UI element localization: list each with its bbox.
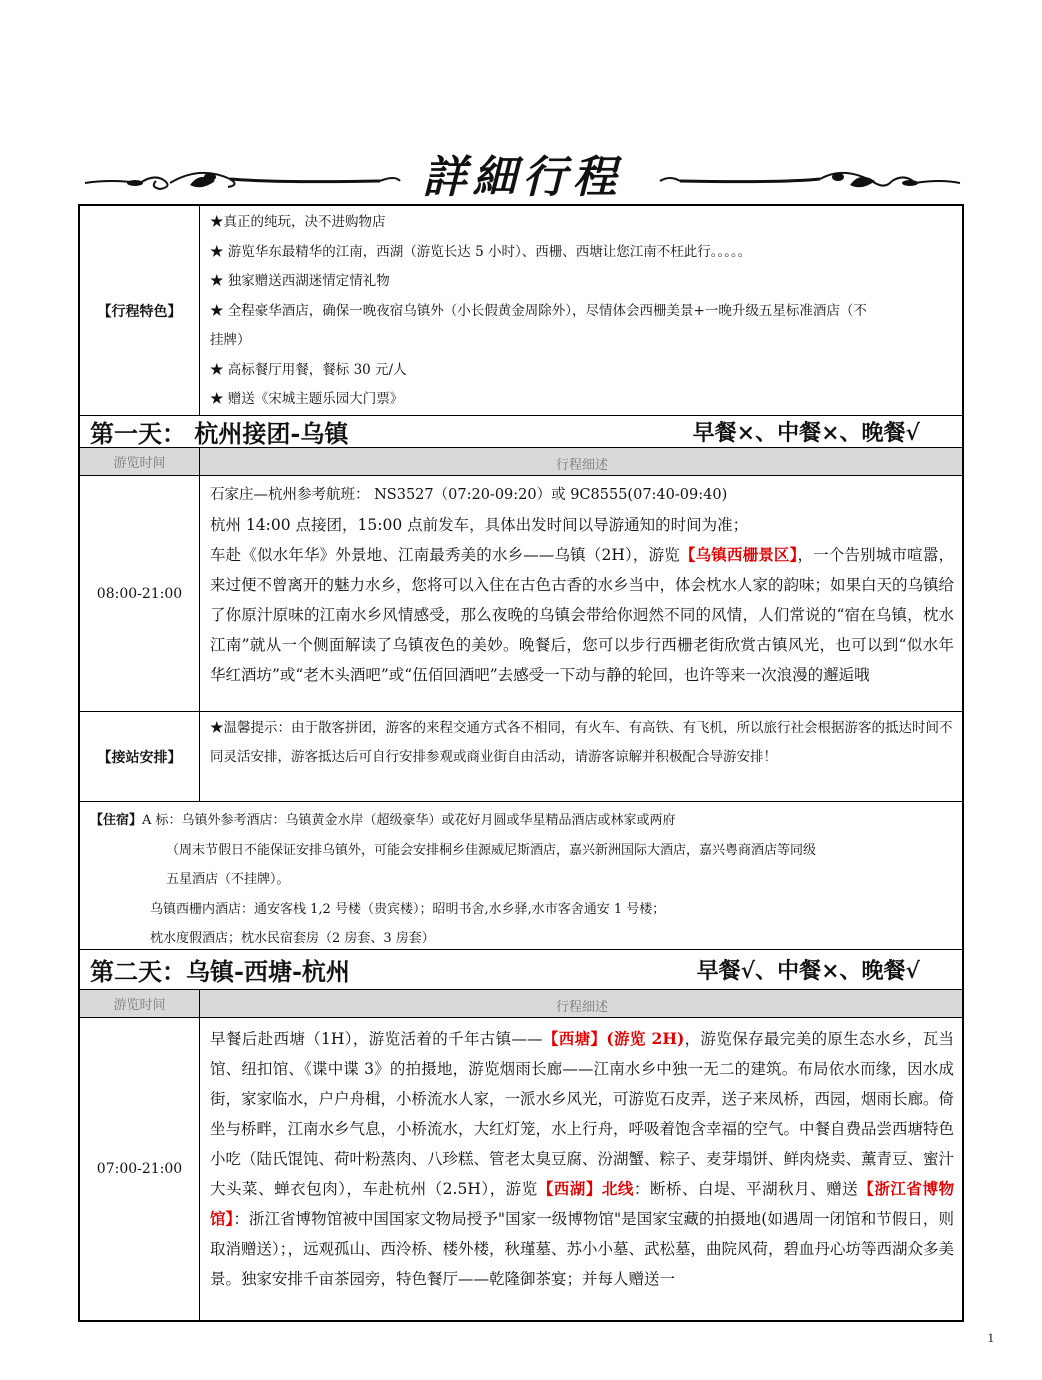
day1-highlight: 【乌镇西栅景区】 xyxy=(679,545,798,564)
column-detail-label: 行程细述 xyxy=(555,458,608,473)
day1-body xyxy=(80,476,962,712)
day2-header xyxy=(80,950,962,990)
column-detail-label: 行程细述 xyxy=(555,1000,608,1015)
page-title: 詳細行程 xyxy=(422,152,623,203)
arrival-text: ★温馨提示：由于散客拼团，游客的来程交通方式各不相同，有火车、有高铁、有飞机，所以旅行社会根据游客的抵达时间不同灵活安排，游客抵达后可自行安排参观或商业街自由活动，请游客谅解并积极配合导游安排！ xyxy=(210,720,953,765)
itinerary-table xyxy=(78,204,964,1322)
day2-title: 第二天：乌镇-西塘-杭州 xyxy=(90,957,350,986)
day2-time: 07:00-21:00 xyxy=(80,1018,200,1320)
day1-desc-part: 车赴《似水年华》外景地、江南最秀美的水乡——乌镇（2H），游览 xyxy=(210,546,680,564)
lodging-line xyxy=(90,806,952,836)
column-time-label: 游览时间 xyxy=(80,990,200,1017)
lodging-label: 【住宿】 xyxy=(90,813,143,828)
day2-detail xyxy=(200,1018,962,1320)
day2-desc-part: 早餐后赴西塘（1H），游览活着的千年古镇—— xyxy=(210,1030,543,1048)
day2-column-header xyxy=(80,990,962,1018)
day1-flight-line: 石家庄—杭州参考航班： NS3527（07:20-09:20）或 9C8555(07:40-09:40) xyxy=(210,487,728,503)
day2-highlight-museum: 【浙江省博物馆】 xyxy=(210,1179,954,1228)
day2-highlight-westlake: 【西湖】北线 xyxy=(537,1179,634,1198)
feature-item: ★ 全程豪华酒店，确保一晚夜宿乌镇外（小长假黄金周除外），尽情体会西栅美景+一晚升级五星标准酒店（不 xyxy=(210,302,867,319)
day2-meals: 早餐√、中餐×、晚餐√ xyxy=(696,958,920,984)
feature-item: ★ 赠送《宋城主题乐园大门票》 xyxy=(210,391,404,407)
feature-item: ★ 游览华东最精华的江南，西湖（游览长达 5 小时）、西栅、西塘让您江南不枉此行。。。。。 xyxy=(210,243,752,260)
feature-item: ★真正的纯玩，决不进购物店 xyxy=(210,214,386,230)
feature-item: ★ 独家赠送西湖迷情定情礼物 xyxy=(210,273,390,289)
day1-header xyxy=(80,416,962,448)
day1-detail xyxy=(200,476,962,711)
day2-desc-part: ：断桥、白堤、平湖秋月、赠送 xyxy=(633,1180,859,1198)
arrival-row xyxy=(80,712,962,802)
feature-item: ★ 高标餐厅用餐，餐标 30 元/人 xyxy=(210,361,407,378)
day1-desc-part: ，一个告别城市喧嚣，来过便不曾离开的魅力水乡，您将可以入住在古色古香的水乡当中，体会枕水人家的韵味；如果白天的乌镇给了你原汁原味的江南水乡风情感受，那么夜晚的乌镇会带给你迥然不同的风情，人们常说的“宿在乌镇，枕水江南”就从一个侧面解读了乌镇夜色的美妙。晚餐后，您可以步行西栅老街欣赏古镇风光，也可以到“似水年华红酒坊”或“老木头酒吧”或“伍佰回酒吧”去感受一下动与静的轮回，也许等来一次浪漫的邂逅哦 xyxy=(210,546,955,684)
day2-body xyxy=(80,1018,962,1320)
page-number: 1 xyxy=(987,1330,994,1345)
features-list xyxy=(200,206,962,415)
features-row xyxy=(80,206,962,416)
lodging-text: A 标：乌镇外参考酒店：乌镇黄金水岸（超级豪华）或花好月圆或华星精品酒店或林家或两府 xyxy=(142,813,676,828)
features-label: 【行程特色】 xyxy=(80,206,200,415)
lodging-line: 五星酒店（不挂牌）。 xyxy=(166,872,290,887)
feature-item: 挂牌） xyxy=(210,332,251,348)
day1-description xyxy=(210,540,954,690)
day1-pickup-line: 杭州 14:00 点接团，15:00 点前发车，具体出发时间以导游通知的时间为准； xyxy=(210,516,749,534)
day2-highlight-xitang: 【西塘】(游览 2H) xyxy=(542,1029,685,1048)
day2-desc-part: ：浙江省博物馆被中国国家文物局授予"国家一级博物馆"是国家宝藏的拍摄地(如遇周一闭馆和节假日，则取消赠送）；，远观孤山、西泠桥、楼外楼，秋瑾墓、苏小小墓、武松墓，曲院风荷，碧血丹心坊等西湖众多美景。独家安排千亩茶园旁，特色餐厅——乾隆御茶宴；并每人赠送一 xyxy=(210,1210,955,1288)
lodging-row xyxy=(80,802,962,950)
day1-meals: 早餐×、中餐×、晚餐√ xyxy=(692,420,920,446)
lodging-line: 枕水度假酒店；枕水民宿套房（2 房套、3 房套） xyxy=(150,931,435,946)
day1-title: 第一天： 杭州接团-乌镇 xyxy=(90,419,349,448)
title-banner xyxy=(80,135,965,203)
day1-column-header xyxy=(80,448,962,476)
arrival-label: 【接站安排】 xyxy=(80,712,200,801)
column-time-label: 游览时间 xyxy=(80,448,200,475)
day1-time: 08:00-21:00 xyxy=(80,476,200,711)
lodging-line: （周末节假日不能保证安排乌镇外，可能会安排桐乡佳源威尼斯酒店，嘉兴新洲国际大酒店，嘉兴粤商酒店等同级 xyxy=(166,842,817,858)
day2-desc-part: ，游览保存最完美的原生态水乡，瓦当馆、纽扣馆、《谍中谍 3》的拍摄地，游览烟雨长廊——江南水乡中独一无二的建筑。布局依水而缘，因水成街，家家临水，户户舟楫，小桥流水人家，一派水乡风光，可游览石皮弄，送子来凤桥，西园，烟雨长廊。倚坐与桥畔，江南水乡气息，小桥流水，大红灯笼，水上行舟，呼吸着饱含幸福的空气。中餐自费品尝西塘特色小吃（陆氏馄饨、荷叶粉蒸肉、八珍糕、管老太臭豆腐、汾湖蟹、粽子、麦芽塌饼、鲜肉烧卖、薰青豆、蜜汁大头菜、蝉衣包肉），车赴杭州（2.5H），游览 xyxy=(210,1030,955,1198)
lodging-line: 乌镇西栅内酒店：通安客栈 1,2 号楼（贵宾楼）；昭明书舍,水乡驿,水市客舍通安 1 号楼； xyxy=(150,901,666,917)
